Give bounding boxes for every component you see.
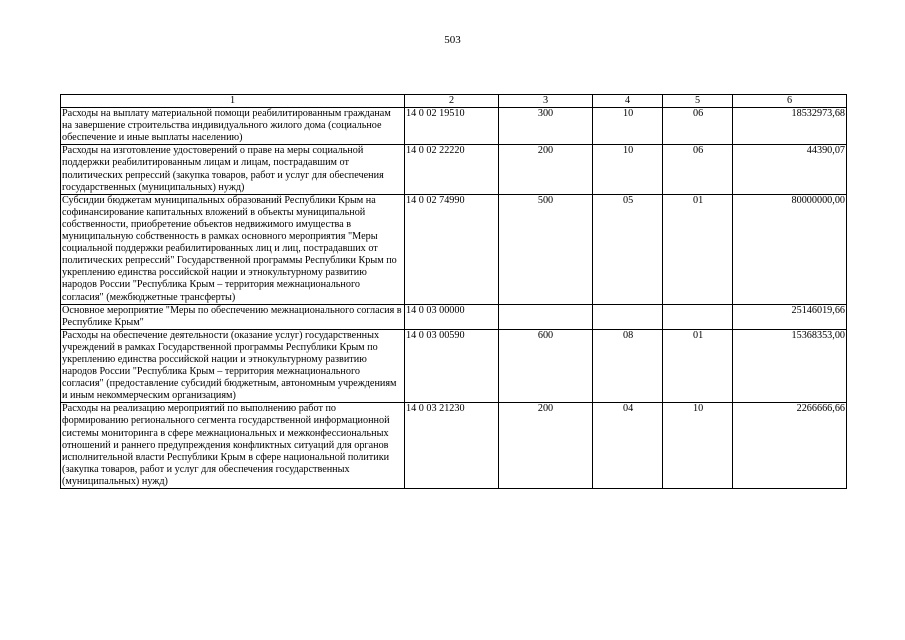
expense-name: Расходы на выплату материальной помощи реабилитированным гражданам на завершение строительства индивидуального жилого дома (социальное обеспечение и иные выплаты населению) xyxy=(61,108,405,145)
section-code: 05 xyxy=(593,194,663,304)
table-row xyxy=(61,304,847,329)
expense-name: Расходы на реализацию мероприятий по выполнению работ по формированию регионального сегмента государственной информационной системы мониторинга в сфере межнациональных и межконфессиональных отношений и раннего предупреждения конфликтных ситуаций для органов исполнительной власти Республики Крым в сфере национальной политики (закупка товаров, работ и услуг для обеспечения государственных (муниципальных) нужд) xyxy=(61,403,405,489)
section-code: 08 xyxy=(593,329,663,403)
target-article-code: 14 0 03 00000 xyxy=(405,304,499,329)
subsection-code: 10 xyxy=(663,403,733,489)
section-code: 04 xyxy=(593,403,663,489)
amount: 80000000,00 xyxy=(733,194,847,304)
table-row xyxy=(61,108,847,145)
table-row xyxy=(61,145,847,194)
expense-name: Расходы на изготовление удостоверений о праве на меры социальной поддержки реабилитированным лицам и лицам, пострадавшим от политических репрессий (закупка товаров, работ и услуг для обеспечения государственных (муниципальных) нужд) xyxy=(61,145,405,194)
table-row xyxy=(61,329,847,403)
amount: 18532973,68 xyxy=(733,108,847,145)
expense-type-code: 300 xyxy=(499,108,593,145)
page-number: 503 xyxy=(444,34,461,46)
target-article-code: 14 0 02 19510 xyxy=(405,108,499,145)
expense-type-code: 600 xyxy=(499,329,593,403)
expense-name: Субсидии бюджетам муниципальных образований Республики Крым на софинансирование капитальных вложений в объекты муниципальной собственности, приобретение объектов недвижимого имущества в муниципальную собственность в рамках основного мероприятия "Меры социальной поддержки реабилитированных лиц и лиц, пострадавших от политических репрессий" Государственной программы Республики Крым по укреплению единства российской нации и этнокультурному развитию народов России "Республика Крым – территория межнационального согласия" (межбюджетные трансферты) xyxy=(61,194,405,304)
column-header: 2 xyxy=(405,95,499,108)
column-header: 4 xyxy=(593,95,663,108)
subsection-code: 01 xyxy=(663,329,733,403)
subsection-code: 06 xyxy=(663,145,733,194)
expense-type-code: 200 xyxy=(499,403,593,489)
column-header: 1 xyxy=(61,95,405,108)
target-article-code: 14 0 02 74990 xyxy=(405,194,499,304)
amount: 15368353,00 xyxy=(733,329,847,403)
column-header: 6 xyxy=(733,95,847,108)
column-header: 3 xyxy=(499,95,593,108)
target-article-code: 14 0 03 00590 xyxy=(405,329,499,403)
subsection-code xyxy=(663,304,733,329)
table-row xyxy=(61,403,847,489)
subsection-code: 06 xyxy=(663,108,733,145)
table-row xyxy=(61,194,847,304)
amount: 2266666,66 xyxy=(733,403,847,489)
expense-name: Расходы на обеспечение деятельности (оказание услуг) государственных учреждений в рамках Государственной программы Республики Крым по укреплению единства российской нации и этнокультурному развитию народов России "Республика Крым – территория межнационального согласия" (предоставление субсидий бюджетным, автономным учреждениям и иным некоммерческим организациям) xyxy=(61,329,405,403)
expense-type-code: 200 xyxy=(499,145,593,194)
amount: 25146019,66 xyxy=(733,304,847,329)
expense-type-code xyxy=(499,304,593,329)
target-article-code: 14 0 03 21230 xyxy=(405,403,499,489)
target-article-code: 14 0 02 22220 xyxy=(405,145,499,194)
section-code xyxy=(593,304,663,329)
expense-type-code: 500 xyxy=(499,194,593,304)
expense-name: Основное мероприятие "Меры по обеспечению межнационального согласия в Республике Крым" xyxy=(61,304,405,329)
amount: 44390,07 xyxy=(733,145,847,194)
section-code: 10 xyxy=(593,145,663,194)
header-row xyxy=(61,95,847,108)
column-header: 5 xyxy=(663,95,733,108)
section-code: 10 xyxy=(593,108,663,145)
subsection-code: 01 xyxy=(663,194,733,304)
budget-table xyxy=(60,94,847,489)
